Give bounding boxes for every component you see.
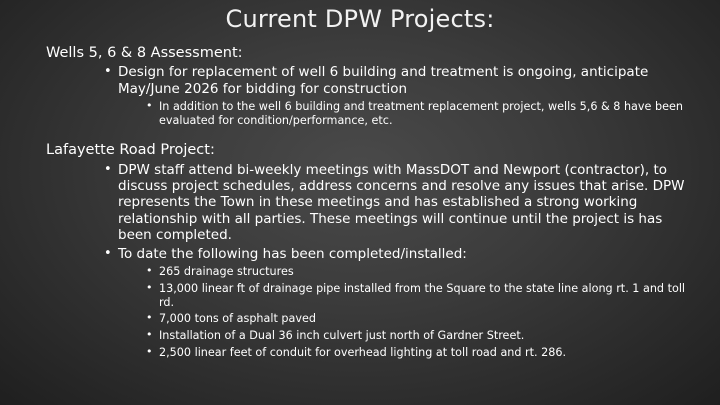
section-heading-wells: Wells 5, 6 & 8 Assessment: — [46, 45, 243, 61]
bullet-wells-evaluated: • In addition to the well 6 building and treatment replacement project, wells 5,6 & 8 have been evaluated for condition/performance, etc. — [146, 100, 696, 127]
bullet-lafayette-todate: • To date the following has been completed/installed: — [104, 246, 696, 262]
slide-body — [46, 40, 696, 359]
bullet-asphalt-paved: • 7,000 tons of asphalt paved — [146, 312, 696, 326]
bullet-wells-design: • Design for replacement of well 6 building and treatment is ongoing, anticipate May/June 2026 for bidding for construction — [104, 64, 696, 97]
bullet-culvert: • Installation of a Dual 36 inch culvert just north of Gardner Street. — [146, 329, 696, 343]
bullet-drainage-structures: • 265 drainage structures — [146, 265, 696, 279]
section-spacer — [46, 127, 696, 137]
bullet-drainage-pipe: • 13,000 linear ft of drainage pipe installed from the Square to the state line along rt. 1 and toll rd. — [146, 282, 696, 309]
page-title: Current DPW Projects: — [225, 5, 495, 33]
section-heading-lafayette: Lafayette Road Project: — [46, 142, 215, 159]
bullet-conduit: • 2,500 linear feet of conduit for overhead lighting at toll road and rt. 286. — [146, 346, 696, 360]
bullet-lafayette-meetings: • DPW staff attend bi-weekly meetings with MassDOT and Newport (contractor), to discuss project schedules, address concerns and resolve any issues that arise. DPW represents the Town in these meetings and has established a strong working relationship with all parties. These meetings will continue until the project is has been completed. — [104, 162, 696, 244]
